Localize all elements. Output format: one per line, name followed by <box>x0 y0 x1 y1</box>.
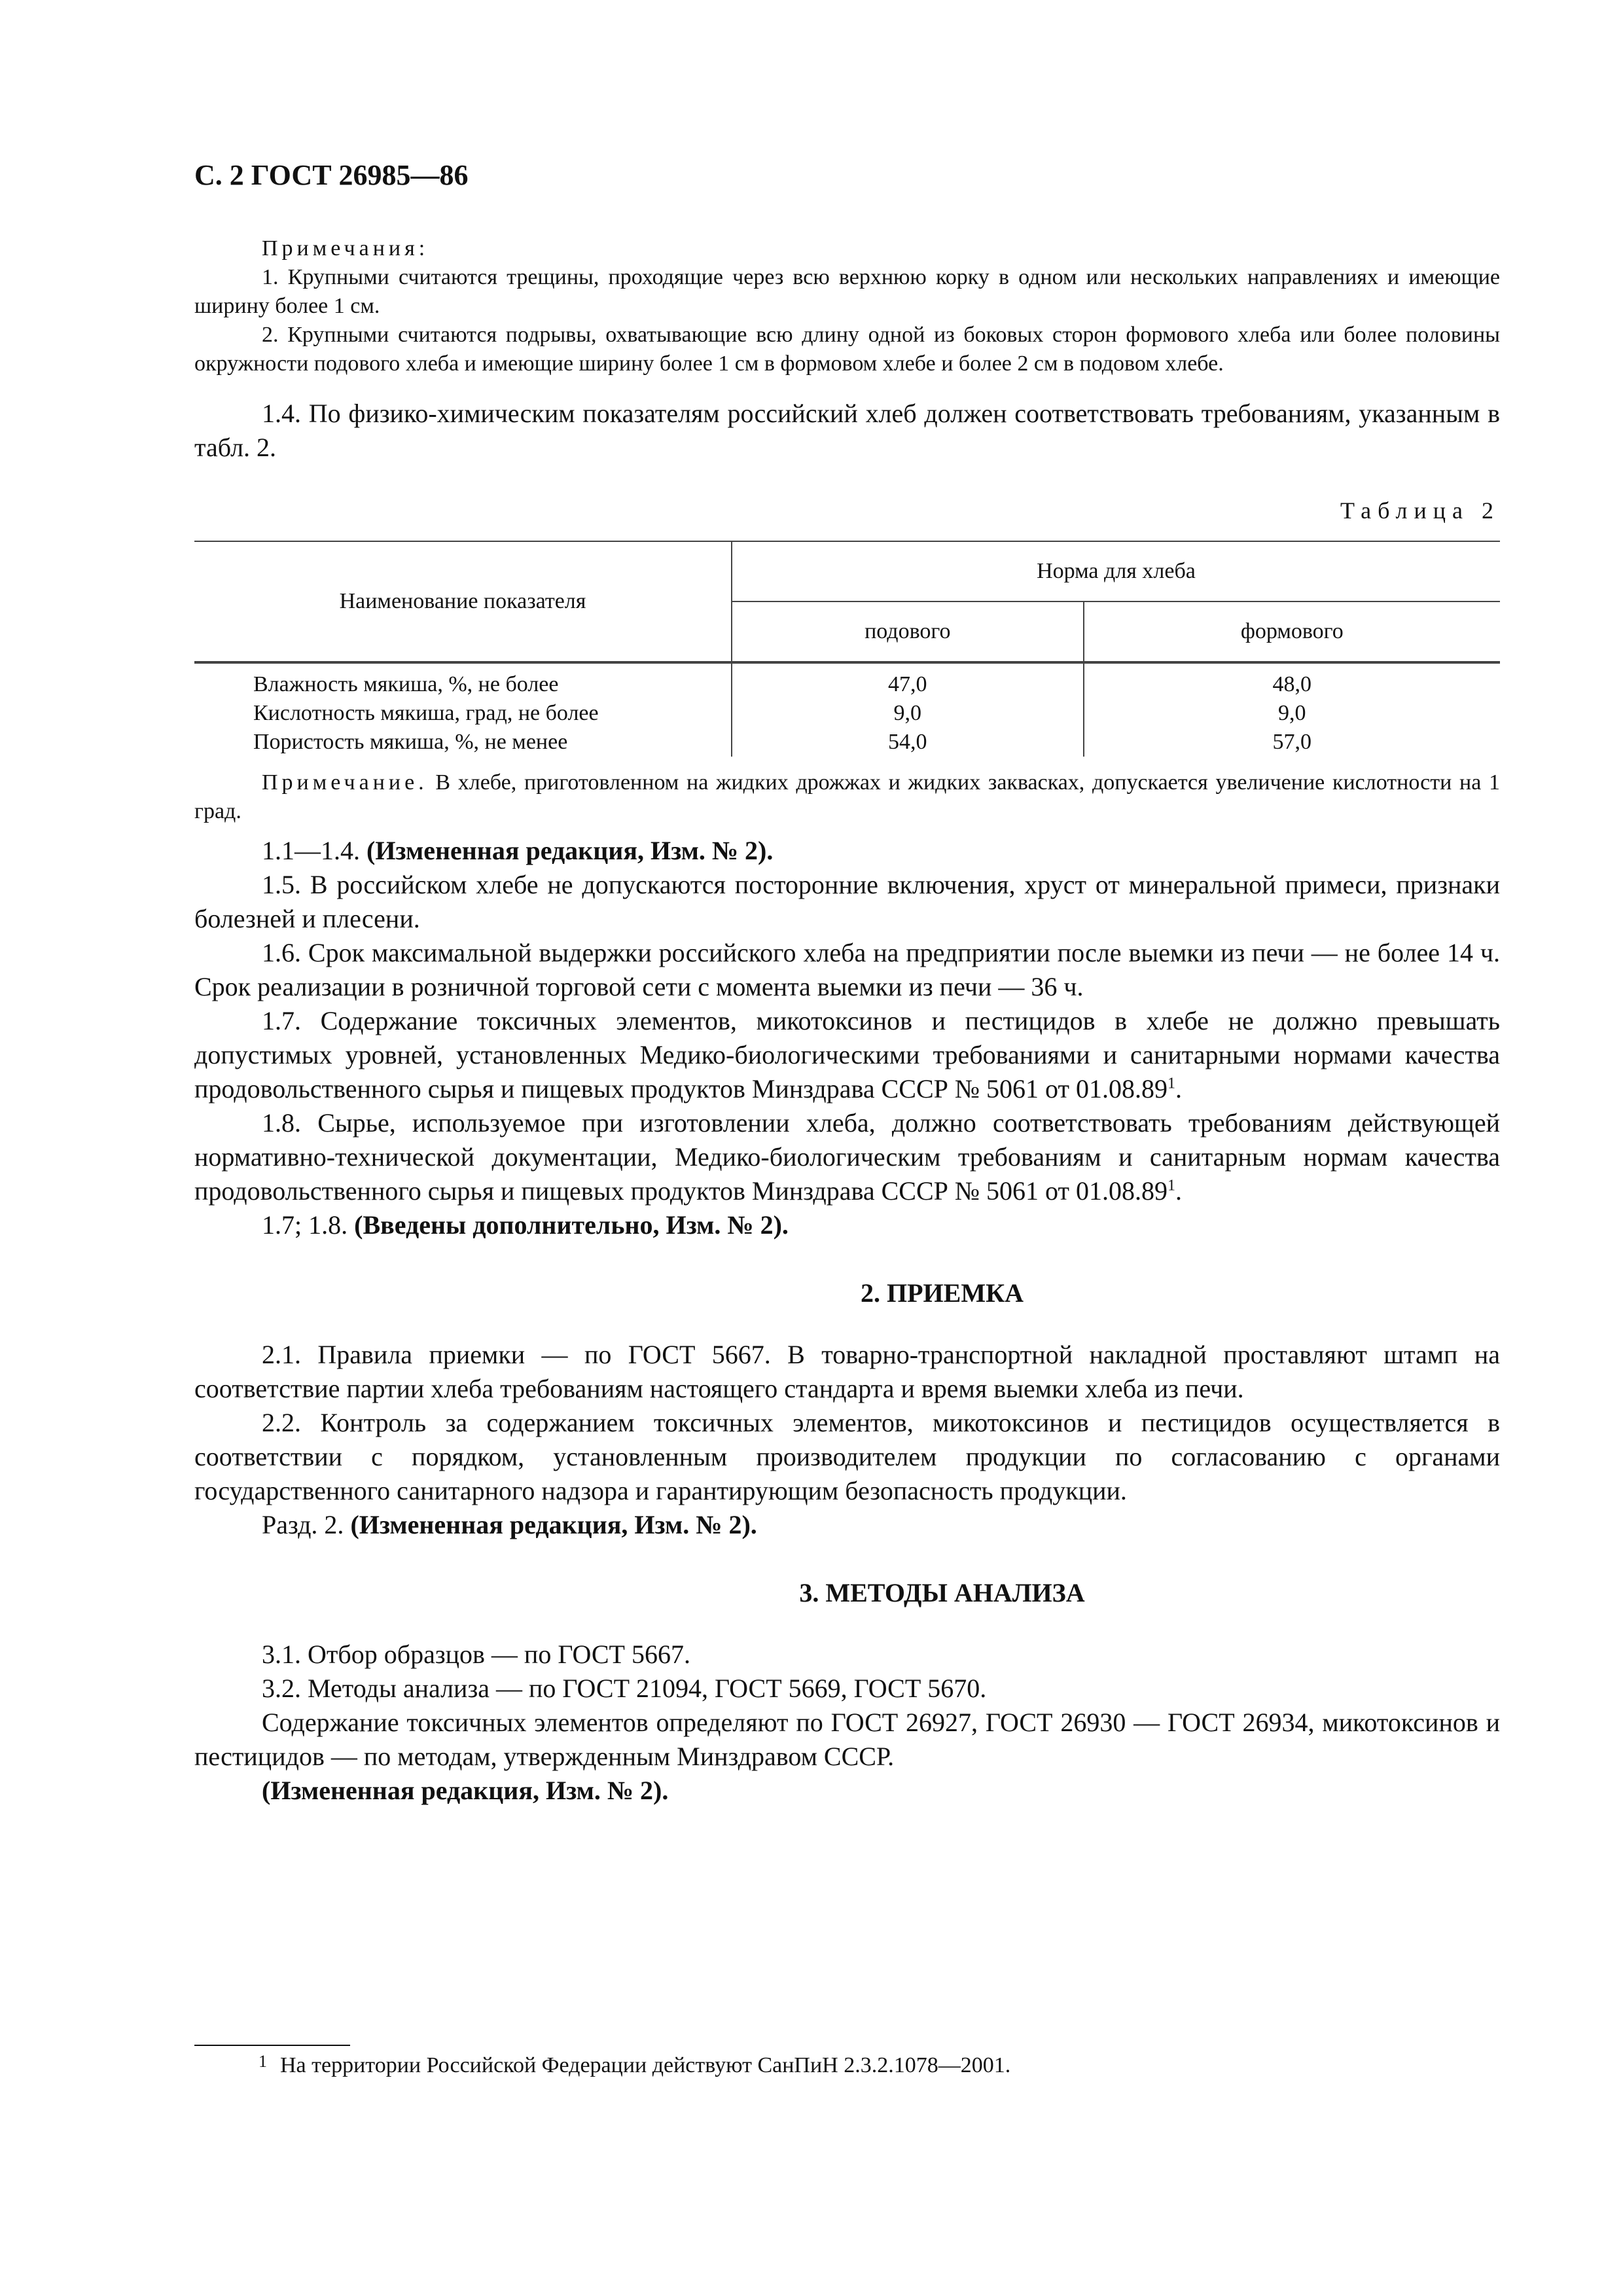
table-header-formovoy: формового <box>1084 601 1500 662</box>
paragraph-1-8-text: 1.8. Сырье, используемое при изготовлении хлеба, должно соответствовать требованиям действующей нормативно-технической документации, Медико-биологическим требованиям и санитарным нормам качества продовольственного сырья и пищевых продуктов Минздрава СССР № 5061 от 01.08.89 <box>194 1108 1500 1206</box>
table-2 <box>194 541 1500 757</box>
amendment-1 <box>194 834 1500 868</box>
row-value-podovoy: 54,0 <box>732 728 1084 757</box>
section-3-title: 3. МЕТОДЫ АНАЛИЗА <box>799 1578 1085 1607</box>
amendment-2 <box>194 1208 1500 1242</box>
row-value-podovoy: 9,0 <box>732 699 1084 728</box>
row-name: Пористость мякиша, %, не менее <box>253 730 568 754</box>
paragraph-1-7-text: 1.7. Содержание токсичных элементов, микотоксинов и пестицидов в хлебе не должно превышать допустимых уровней, установленных Медико-биологическими требованиями и санитарными нормами качества продовольственного сырья и пищевых продуктов Минздрава СССР № 5061 от 01.08.89 <box>194 1006 1500 1103</box>
row-name: Кислотность мякиша, град, не более <box>253 701 599 725</box>
footnote-divider <box>194 2045 350 2046</box>
table-row <box>194 699 1500 728</box>
row-name: Влажность мякиша, %, не более <box>253 672 559 696</box>
amendment-section-3: (Измененная редакция, Изм. № 2). <box>262 1776 669 1805</box>
amendment-prefix: 1.7; 1.8. <box>262 1210 355 1240</box>
amendment-text: (Измененная редакция, Изм. № 2). <box>366 836 774 865</box>
amendment-text: (Введены дополнительно, Изм. № 2). <box>354 1210 789 1240</box>
paragraph-1-6: 1.6. Срок максимальной выдержки российского хлеба на предприятии после выемки из печи — не более 14 ч. Срок реализации в розничной торговой сети с момента выемки из печи — 36 ч. <box>194 938 1500 1001</box>
page-content <box>194 157 1500 1808</box>
paragraph-1-8 <box>194 1106 1500 1208</box>
page-header: С. 2 ГОСТ 26985—86 <box>194 159 469 191</box>
paragraph-3-2b: Содержание токсичных элементов определяют по ГОСТ 26927, ГОСТ 26930 — ГОСТ 26934, микотоксинов и пестицидов — по методам, утвержденным Минздравом СССР. <box>194 1708 1500 1771</box>
paragraph-2-2: 2.2. Контроль за содержанием токсичных элементов, микотоксинов и пестицидов осуществляется в соответствии с порядком, установленным производителем продукции по согласованию с органами государственного санитарного надзора и гарантирующим безопасность продукции. <box>194 1408 1500 1505</box>
amendment-prefix: 1.1—1.4. <box>262 836 366 865</box>
period: . <box>1175 1074 1182 1103</box>
table-header-podovoy: подового <box>732 601 1084 662</box>
table-header-name: Наименование показателя <box>194 541 732 662</box>
paragraph-3-1: 3.1. Отбор образцов — по ГОСТ 5667. <box>262 1640 690 1669</box>
note-item: 1. Крупными считаются трещины, проходящие через всю верхнюю корку в одном или нескольких направлениях и имеющие ширину более 1 см. <box>194 265 1500 318</box>
paragraph-2-1: 2.1. Правила приемки — по ГОСТ 5667. В товарно-транспортной накладной проставляют штамп на соответствие партии хлеба требованиям настоящего стандарта и время выемки хлеба из печи. <box>194 1340 1500 1403</box>
row-value-formovoy: 57,0 <box>1084 728 1500 757</box>
table-row <box>194 728 1500 757</box>
amendment-prefix: Разд. 2. <box>262 1510 351 1539</box>
period: . <box>1175 1176 1182 1206</box>
row-value-formovoy: 48,0 <box>1084 662 1500 699</box>
paragraph-3-2: 3.2. Методы анализа — по ГОСТ 21094, ГОСТ 5669, ГОСТ 5670. <box>262 1674 987 1703</box>
table-note-label: Примечание. <box>262 770 428 795</box>
table-note-text: В хлебе, приготовленном на жидких дрожжах и жидких заквасках, допускается увеличение кислотности на 1 град. <box>194 770 1500 823</box>
table-row <box>194 662 1500 699</box>
paragraph-1-7 <box>194 1004 1500 1106</box>
row-value-podovoy: 47,0 <box>732 662 1084 699</box>
footnote-mark: 1 <box>259 2052 267 2071</box>
table-note <box>194 768 1500 826</box>
amendment-section-2 <box>194 1508 1500 1542</box>
footnote <box>259 2051 1010 2081</box>
table-label: Таблица 2 <box>1340 497 1500 524</box>
paragraph-1-5: 1.5. В российском хлебе не допускаются посторонние включения, хруст от минеральной примеси, признаки болезней и плесени. <box>194 870 1500 933</box>
amendment-text: (Измененная редакция, Изм. № 2). <box>350 1510 757 1539</box>
footnote-text: На территории Российской Федерации действуют СанПиН 2.3.2.1078—2001. <box>280 2053 1011 2077</box>
paragraph-1-4: 1.4. По физико-химическим показателям российский хлеб должен соответствовать требованиям, указанным в табл. 2. <box>194 399 1500 462</box>
note-item: 2. Крупными считаются подрывы, охватывающие всю длину одной из боковых сторон формового хлеба или более половины окружности подового хлеба и имеющие ширину более 1 см в формовом хлебе и более 2 см в подовом хлебе. <box>194 323 1500 376</box>
row-value-formovoy: 9,0 <box>1084 699 1500 728</box>
notes-block <box>194 234 1500 378</box>
notes-title: Примечания: <box>262 236 429 260</box>
table-header-norm: Норма для хлеба <box>732 541 1500 601</box>
footnote-ref: 1 <box>1168 1075 1175 1092</box>
section-2-title: 2. ПРИЕМКА <box>861 1278 1024 1308</box>
footnote-ref: 1 <box>1168 1177 1175 1194</box>
